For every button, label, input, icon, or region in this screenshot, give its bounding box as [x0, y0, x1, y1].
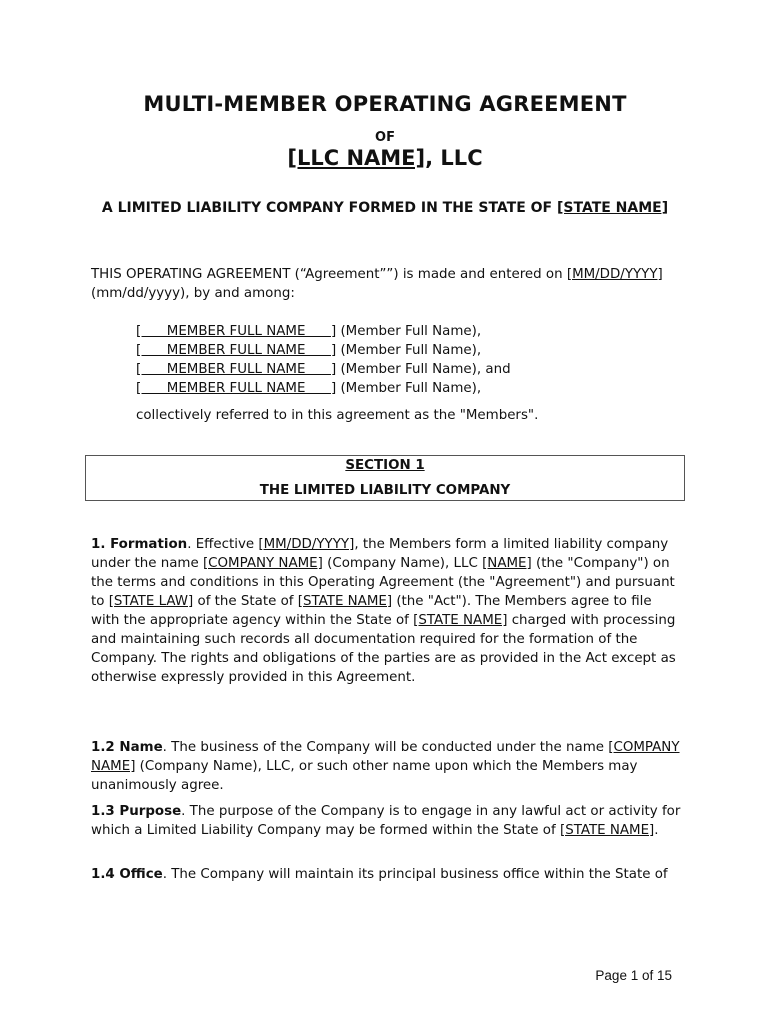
member-suffix: (Member Full Name), and [336, 362, 511, 377]
collective-statement: collectively referred to in this agreement as the "Members". [136, 408, 539, 423]
intro-text: THIS OPERATING AGREEMENT (“Agreement””) is made and entered on [91, 267, 567, 282]
title-of: OF [375, 130, 395, 145]
paragraph-heading: 1. Formation [91, 537, 188, 552]
member-suffix: (Member Full Name), [336, 343, 482, 358]
paragraph-text: , the Members form a limited liability company under the name [91, 537, 669, 571]
purpose-paragraph [91, 802, 681, 840]
llc-suffix: , LLC [425, 146, 483, 170]
paragraph-text: . Effective [187, 537, 259, 552]
name-paragraph [91, 738, 681, 795]
placeholder-field: [COMPANY NAME] [91, 740, 680, 774]
section-title: THE LIMITED LIABILITY COMPANY [259, 483, 511, 498]
placeholder-field: [MM/DD/YYYY] [258, 537, 355, 552]
paragraph-text: . [654, 823, 659, 838]
placeholder-field: [STATE NAME] [559, 823, 655, 838]
llc-name-placeholder: [LLC NAME] [287, 146, 426, 170]
member-name-placeholder: [ MEMBER FULL NAME ] [136, 381, 337, 396]
paragraph-text: . The business of the Company will be conducted under the name [162, 740, 609, 755]
intro-paragraph [91, 265, 691, 303]
formed-text: A LIMITED LIABILITY COMPANY FORMED IN THE STATE OF [101, 200, 557, 216]
section-number: SECTION 1 [345, 458, 425, 473]
paragraph-heading: 1.3 Purpose [91, 804, 182, 819]
paragraph-text: (the "Company") on the terms and conditions in this Operating Agreement (the "Agreement") and pursuant to [91, 556, 675, 609]
paragraph-text: . The purpose of the Company is to engage in any lawful act or activity for which a Limited Liability Company may be formed within the State of [91, 804, 681, 838]
member-row [136, 360, 696, 379]
paragraph-text: (Company Name), LLC [322, 556, 483, 571]
paragraph-text: (Company Name), LLC, or such other name upon which the Members may unanimously agree. [91, 759, 638, 793]
placeholder-field: [STATE NAME] [297, 594, 393, 609]
member-name-placeholder: [ MEMBER FULL NAME ] [136, 343, 337, 358]
intro-text-after: (mm/dd/yyyy), by and among: [91, 286, 295, 301]
member-suffix: (Member Full Name), [336, 324, 482, 339]
office-paragraph [91, 865, 681, 884]
document-title: MULTI-MEMBER OPERATING AGREEMENT [143, 92, 627, 116]
member-row [136, 322, 696, 341]
paragraph-text: charged with processing and maintaining such records all documentation required for the formation of the Company. The rights and obligations of the parties are as provided in the Act except as otherwise expressly provided in this Agreement. [91, 613, 676, 685]
llc-name-heading [0, 146, 770, 170]
date-placeholder: [MM/DD/YYYY] [566, 267, 663, 282]
member-name-placeholder: [ MEMBER FULL NAME ] [136, 362, 337, 377]
placeholder-field: [COMPANY NAME] [202, 556, 323, 571]
member-row [136, 379, 696, 398]
member-suffix: (Member Full Name), [336, 381, 482, 396]
page-number: Page 1 of 15 [595, 968, 672, 983]
placeholder-field: [STATE LAW] [108, 594, 194, 609]
paragraph-text: . The Company will maintain its principal business office within the State of [162, 867, 668, 882]
placeholder-field: [NAME] [482, 556, 532, 571]
formation-paragraph [91, 535, 681, 687]
paragraph-heading: 1.4 Office [91, 867, 163, 882]
placeholder-field: [STATE NAME] [413, 613, 508, 628]
member-name-placeholder: [ MEMBER FULL NAME ] [136, 324, 337, 339]
paragraph-text: of the State of [193, 594, 298, 609]
members-list [136, 322, 696, 398]
formed-statement [95, 199, 675, 218]
member-row [136, 341, 696, 360]
paragraph-heading: 1.2 Name [91, 740, 163, 755]
section-heading-box [85, 455, 685, 501]
state-name-placeholder: [STATE NAME] [557, 200, 669, 216]
paragraph-text: (the "Act"). The Members agree to file with the appropriate agency within the State of [91, 594, 652, 628]
